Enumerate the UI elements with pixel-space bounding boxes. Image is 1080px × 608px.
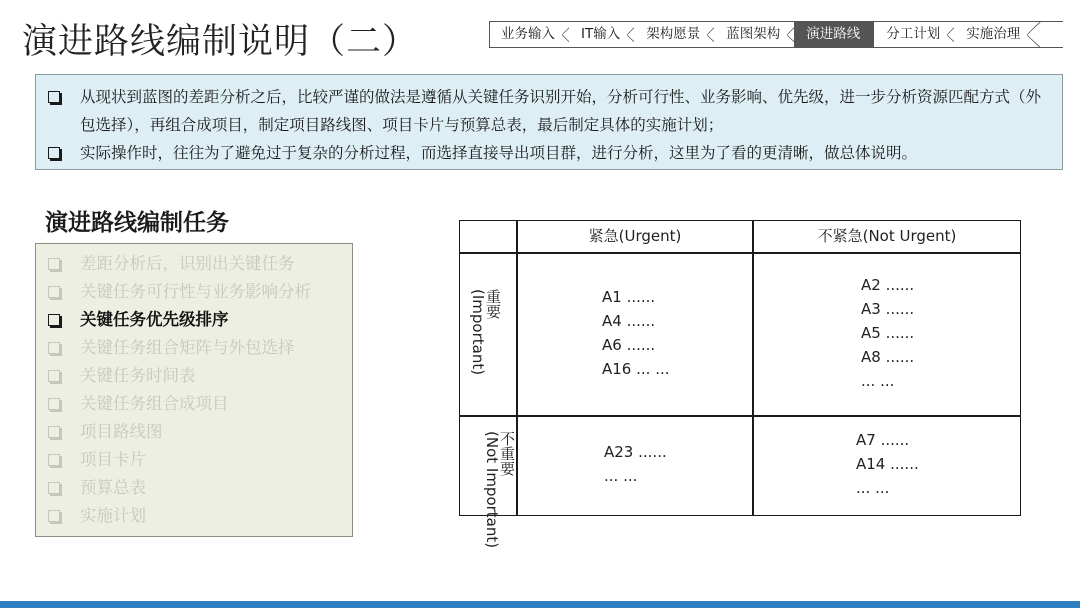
matrix-divider-v2 <box>752 221 754 515</box>
matrix-entry: A8 ...... <box>861 348 915 366</box>
step-2[interactable]: IT输入 <box>569 21 634 48</box>
summary-item <box>46 139 1052 167</box>
checkbox-bullet-icon <box>48 398 60 410</box>
task-heading: 演进路线编制任务 <box>45 210 229 236</box>
task-list <box>35 243 353 537</box>
task-item <box>46 278 352 306</box>
step-1[interactable]: 业务输入 <box>489 21 569 48</box>
matrix-entry: A3 ...... <box>861 300 915 318</box>
matrix-divider-v1 <box>516 221 518 515</box>
step-4[interactable]: 蓝图架构 <box>714 21 794 48</box>
checkbox-bullet-icon <box>48 91 60 103</box>
summary-item <box>46 83 1052 139</box>
summary-text: 实际操作时，往往为了避免过于复杂的分析过程，而选择直接导出项目群，进行分析，这里为了看的更清晰，做总体说明。 <box>80 144 918 162</box>
row-label-important: 重要 (Important) <box>469 289 502 376</box>
checkbox-bullet-icon <box>48 454 60 466</box>
task-item <box>46 446 352 474</box>
checkbox-bullet-icon <box>48 286 60 298</box>
step-3[interactable]: 架构愿景 <box>634 21 714 48</box>
matrix-entry: A7 ...... <box>856 431 910 449</box>
matrix-entry: A6 ...... <box>602 336 656 354</box>
step-6[interactable]: 分工计划 <box>874 21 954 48</box>
cell-not-important-urgent <box>604 440 667 488</box>
matrix-entry: ... ... <box>861 372 895 390</box>
checkbox-bullet-icon <box>48 342 60 354</box>
task-label: 关键任务组合矩阵与外包选择 <box>80 338 295 357</box>
task-item <box>46 306 352 334</box>
task-label: 预算总表 <box>80 478 146 497</box>
task-label: 关键任务时间表 <box>80 366 196 385</box>
priority-matrix <box>459 220 1021 549</box>
task-label: 关键任务可行性与业务影响分析 <box>80 282 311 301</box>
task-item <box>46 418 352 446</box>
checkbox-bullet-icon <box>48 258 60 270</box>
checkbox-bullet-icon <box>48 370 60 382</box>
summary-text: 从现状到蓝图的差距分析之后，比较严谨的做法是遵循从关键任务识别开始，分析可行性、业务影响、优先级，进一步分析资源匹配方式（外包选择），再组合成项目，制定项目路线图、项目卡片与预算总表，最后制定具体的实施计划； <box>80 88 1042 134</box>
task-label: 关键任务优先级排序 <box>80 310 229 329</box>
matrix-entry: A1 ...... <box>602 288 656 306</box>
header-not-urgent: 不紧急(Not Urgent) <box>817 227 957 245</box>
cell-important-not-urgent <box>861 273 914 393</box>
matrix-entry: A16 ... ... <box>602 360 670 378</box>
checkbox-bullet-icon <box>48 426 60 438</box>
matrix-divider-h2 <box>460 415 1020 417</box>
checkbox-bullet-icon <box>48 314 60 326</box>
page-title: 演进路线编制说明（二） <box>22 22 419 62</box>
task-item <box>46 502 352 530</box>
checkbox-bullet-icon <box>48 147 60 159</box>
header-urgent: 紧急(Urgent) <box>588 227 682 245</box>
process-steps-nav <box>489 21 1034 48</box>
step-5[interactable]: 演进路线 <box>794 21 874 48</box>
task-item <box>46 250 352 278</box>
task-label: 项目路线图 <box>80 422 163 441</box>
matrix-entry: A14 ...... <box>856 455 919 473</box>
task-item <box>46 390 352 418</box>
checkbox-bullet-icon <box>48 482 60 494</box>
cell-important-urgent <box>602 285 670 381</box>
matrix-entry: A4 ...... <box>602 312 656 330</box>
cell-not-important-not-urgent <box>856 428 919 500</box>
task-item <box>46 334 352 362</box>
row-label-not-important: 不重要 (Not Important) <box>483 431 516 549</box>
matrix-entry: A2 ...... <box>861 276 915 294</box>
matrix-entry: A23 ...... <box>604 443 667 461</box>
task-label: 实施计划 <box>80 506 146 525</box>
matrix-entry: ... ... <box>604 467 638 485</box>
step-7[interactable]: 实施治理 <box>954 21 1034 48</box>
matrix-entry: A5 ...... <box>861 324 915 342</box>
footer-bar <box>0 601 1080 608</box>
checkbox-bullet-icon <box>48 510 60 522</box>
task-label: 关键任务组合成项目 <box>80 394 229 413</box>
task-label: 差距分析后，识别出关键任务 <box>80 254 295 273</box>
matrix-entry: ... ... <box>856 479 890 497</box>
summary-box <box>35 74 1063 170</box>
task-item <box>46 474 352 502</box>
task-label: 项目卡片 <box>80 450 146 469</box>
task-item <box>46 362 352 390</box>
